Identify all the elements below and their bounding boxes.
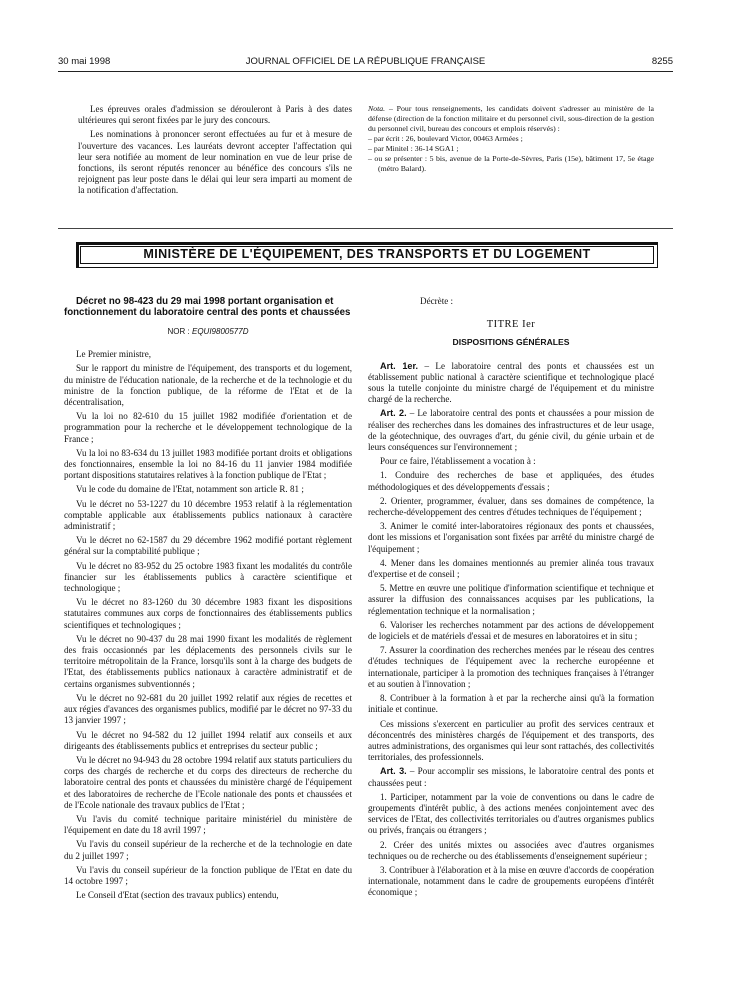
decree-visas [64,349,352,901]
paragraph: Vu le décret no 53-1227 du 10 décembre 1953 relatif à la réglementation comptable applicable aux établissements publics nationaux à caractère administratif ; [64,498,352,532]
paragraph: Vu le décret no 83-1260 du 30 décembre 1983 fixant les dispositions statutaires communes aux corps de fonctionnaires des établissements publics scientifiques et technologiques ; [64,597,352,630]
paragraph: 2. Orienter, programmer, évaluer, dans ses domaines de compétence, la recherche-développement des centres d'études techniques de l'équipement ; [368,495,654,518]
paragraph: Vu l'avis du comité technique paritaire ministériel du ministère de l'équipement en date du 18 avril 1997 ; [64,813,352,836]
article-1 [368,361,654,406]
article-2-text: – Le laboratoire central des ponts et chaussées a pour mission de réaliser des recherches dans les domaines des infrastructures et de leur usage, de la géotechnique, des ouvrages d'art, du génie civil, du génie urbain et de leurs conséquences sur l'environnement ; [368,408,654,453]
article-3 [368,766,654,788]
paragraph: Les épreuves orales d'admission se dérouleront à Paris à des dates ultérieures qui seront fixées par le jury des concours. [78,104,352,126]
dispositions-heading: DISPOSITIONS GÉNÉRALES [452,337,570,348]
header-rule [58,71,673,72]
paragraph: 2. Créer des unités mixtes ou associées avec d'autres organismes techniques ou de recherche ou des établissements d'enseignement supérieur ; [368,839,654,861]
article-3-label: Art. 3. [380,766,407,777]
paragraph: Vu le décret no 94-943 du 28 octobre 1994 relatif aux statuts particuliers du corps des chargés de recherche et du corps des directeurs de recherche du laboratoire central des ponts et chaussées du ministère chargé de l'équipement et des laboratoires de recherche de l'Ecole nationale des ponts et chaussées et de l'Ecole nationale des travaux publics de l'Etat ; [64,754,352,810]
note-paragraph [368,104,654,134]
article-2-items [368,456,654,763]
header-journal-title: JOURNAL OFFICIEL DE LA RÉPUBLIQUE FRANÇAISE [245,56,486,67]
running-header [58,56,673,70]
note-item: – par écrit : 26, boulevard Victor, 00463 Armées ; [368,134,523,143]
paragraph: 7. Assurer la coordination des recherches menées par le réseau des centres d'études techniques de l'équipement avec la recherche européenne et internationale, participer à la promotion des techniques françaises à l'étranger et au soutien à l'innovation ; [368,645,654,689]
note-label: Nota. [368,104,386,113]
decrete-label: Décrète : [420,296,454,306]
header-page-number: 8255 [651,56,673,67]
paragraph: 4. Mener dans les domaines mentionnés au premier alinéa tous travaux d'expertise et de conseil ; [368,557,654,580]
header-date: 30 mai 1998 [58,56,111,67]
paragraph: Ces missions s'exercent en particulier au profit des services centraux et déconcentrés des ministères chargés de l'équipement et des transports, des autres administrations, des organismes qui leur sont rattachés, des collectivités territoriales, des professionnels. [368,718,654,763]
paragraph: 5. Mettre en œuvre une politique d'information scientifique et technique et assurer la diffusion des connaissances acquises par les publications, la réglementation technique et la normalisation ; [368,583,654,616]
paragraph: Vu le décret no 90-437 du 28 mai 1990 fixant les modalités de règlement des frais occasionnés par les déplacements des personnels civils sur le territoire métropolitain de la France, lorsqu'ils sont à la charge des budgets de l'Etat, des établissements publics nationaux à caractère administratif et de certains organismes subventionnés ; [64,633,352,689]
decree-left-column [64,296,352,904]
note-list [368,134,654,174]
top-left-text [78,104,352,200]
paragraph: Vu le décret no 94-582 du 12 juillet 1994 relatif aux conseils et aux dirigeants des établissements publics et entreprises du secteur public ; [64,729,352,751]
decree-right-column [368,296,654,902]
article-2 [368,408,654,453]
paragraph: Vu le décret no 92-681 du 20 juillet 1992 relatif aux régies de recettes et aux régies d'avances des organismes publics, modifié par le décret no 97-33 du 13 janvier 1997 ; [64,692,352,726]
paragraph: Sur le rapport du ministre de l'équipement, des transports et du logement, du ministre de l'éducation nationale, de la recherche et de la technologie et du ministre de la fonction publique, de la réforme de l'Etat et de la décentralisation, [64,363,352,408]
nor-reference [64,326,352,337]
paragraph: 1. Conduire des recherches de base et appliquées, des études méthodologiques et des développements d'essais ; [368,470,654,492]
paragraph: Vu la loi no 83-634 du 13 juillet 1983 modifiée portant droits et obligations des fonctionnaires, ensemble la loi no 84-16 du 11 janvier 1984 modifiée portant dispositions statutaires relatives à la fonction publique de l'Etat ; [64,447,352,481]
paragraph: 3. Contribuer à l'élaboration et à la mise en œuvre d'accords de coopération internationale, notamment dans le cadre de groupements européens d'intérêt économique ; [368,864,654,898]
paragraph: 8. Contribuer à la formation à et par la recherche ainsi qu'à la formation initiale et continue. [368,693,654,715]
article-3-text: – Pour accomplir ses missions, le laboratoire central des ponts et chaussées peut : [368,766,654,788]
ministry-heading: MINISTÈRE DE L'ÉQUIPEMENT, DES TRANSPORTS ET DU LOGEMENT [143,247,591,261]
note-text: – Pour tous renseignements, les candidats doivent s'adresser au ministère de la défense (direction de la fonction militaire et du personnel civil, sous-direction de la gestion du personnel civil, bureau des concours et emplois réservés) : [368,104,654,133]
decree-title: Décret no 98-423 du 29 mai 1998 portant organisation et fonctionnement du laboratoire central des ponts et chaussées [64,296,351,318]
paragraph: Le Conseil d'Etat (section des travaux publics) entendu, [76,890,279,901]
paragraph: Pour ce faire, l'établissement a vocation à : [380,456,536,467]
paragraph: Vu le décret no 62-1587 du 29 décembre 1962 modifié portant règlement général sur la comptabilité publique ; [64,535,352,557]
paragraph: 6. Valoriser les recherches notamment par des actions de développement de logiciels et de matériels d'essai et de mesures en laboratoires et in situ ; [368,619,654,642]
paragraph: Vu la loi no 82-610 du 15 juillet 1982 modifiée d'orientation et de programmation pour la recherche et le développement technologique de la France ; [64,411,352,444]
paragraph: Les nominations à prononcer seront effectuées au fur et à mesure de l'ouverture des vacances. Les lauréats devront accepter l'affectation qui leur sera notifiée au moment de leur nomination en vue de leur prise de fonctions, ils seront réputés renoncer au bénéfice des concours s'ils ne rejoignent pas leur poste dans le délai qui leur sera imparti au moment de la notification d'affectation. [78,129,352,196]
paragraph: Vu le code du domaine de l'Etat, notamment son article R. 81 ; [76,484,304,495]
article-2-label: Art. 2. [380,408,407,419]
titre-heading: TITRE Ier [486,319,536,331]
paragraph: Vu l'avis du conseil supérieur de la fonction publique de l'Etat en date du 14 octobre 1997 ; [64,864,352,886]
ministry-heading-box [76,242,658,268]
paragraph: Vu le décret no 83-952 du 25 octobre 1983 fixant les modalités du contrôle financier sur les établissements publics à caractère scientifique et technologique ; [64,560,352,594]
section-divider [58,228,673,229]
note-item: – par Minitel : 36-14 SGA1 ; [368,144,459,153]
article-1-text: – Le laboratoire central des ponts et chaussées est un établissement public national à caractère scientifique et technologique placé sous la tutelle conjointe du ministre chargé de l'équipement et du ministre chargé de la recherche. [368,360,655,405]
paragraph: 1. Participer, notamment par la voie de conventions ou dans le cadre de groupements d'intérêt public, à des actions menées conjointement avec des services de l'Etat, des collectivités territoriales ou d'autres organismes publics ou privés, français ou étrangers ; [368,791,654,836]
note-block [368,104,654,174]
paragraph: 3. Animer le comité inter-laboratoires régionaux des ponts et chaussées, dont les missions et l'organisation sont fixées par arrêté du ministre chargé de l'équipement ; [368,521,654,554]
paragraph: Le Premier ministre, [76,349,152,360]
nor-code: EQUI9800577D [191,327,249,336]
note-item: – ou se présenter : 5 bis, avenue de la Porte-de-Sèvres, Paris (15e), bâtiment 17, 5e étage (métro Balard). [368,154,654,173]
nor-label: NOR : [167,327,190,336]
article-3-items [368,792,654,899]
paragraph: Vu l'avis du conseil supérieur de la recherche et de la technologie en date du 2 juillet 1997 ; [64,839,352,861]
article-1-label: Art. 1er. [380,360,419,371]
